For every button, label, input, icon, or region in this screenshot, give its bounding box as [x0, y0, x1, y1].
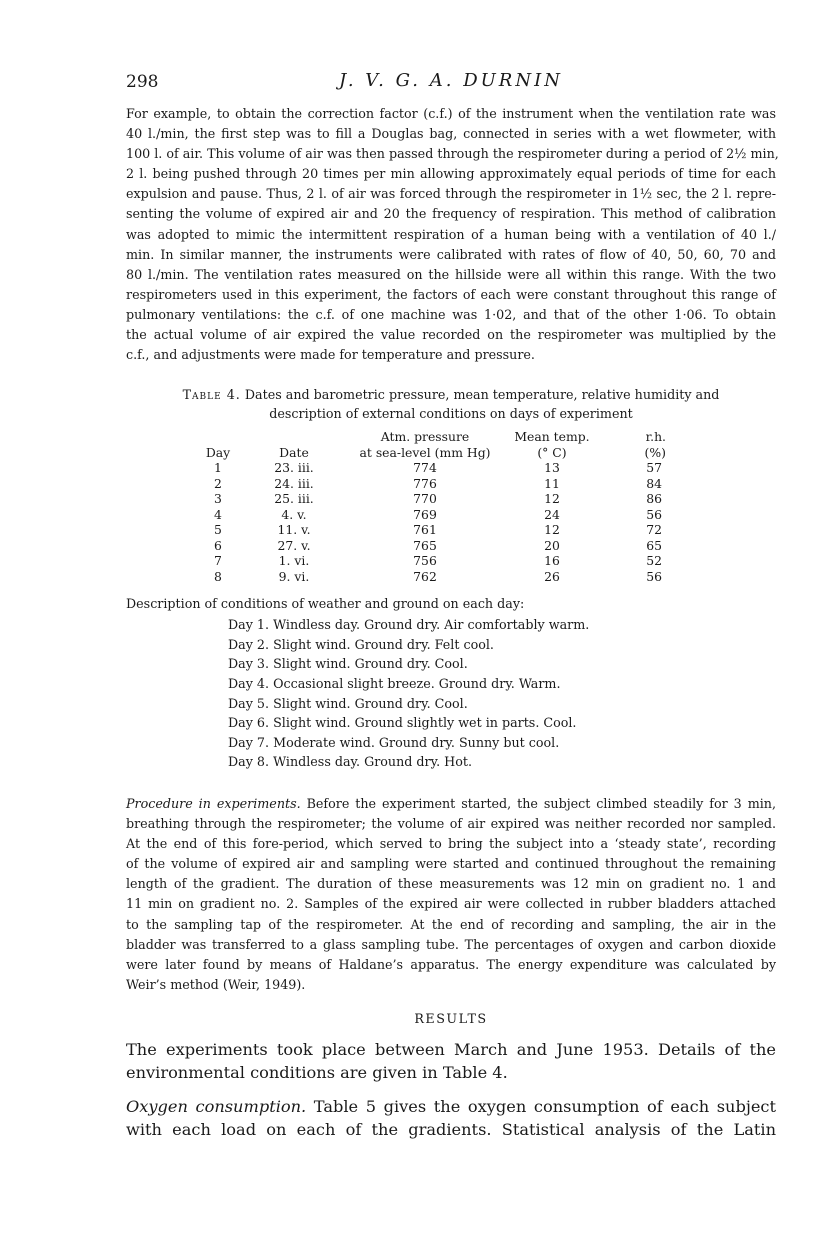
list-item: Day 1. Windless day. Ground dry. Air comfortably warm.	[228, 617, 590, 633]
table-caption-line: description of external conditions on days of experiment	[269, 406, 633, 422]
text-line: bladder was transferred to a glass sampling tube. The percentages of oxygen and carbon dioxide	[126, 936, 776, 952]
page-number: 298	[126, 72, 159, 92]
text-line: expulsion and pause. Thus, 2 l. of air was forced through the respirometer in 1½ sec, the 2 l. repre-	[126, 186, 776, 202]
results-paragraph-2	[126, 1095, 776, 1142]
text-line: Oxygen consumption. Table 5 gives the oxygen consumption of each subject	[126, 1096, 776, 1116]
text-line: was adopted to mimic the intermittent respiration of a human being with a ventilation of 40 l./	[126, 226, 776, 242]
table-row: 2 24. iii. 776 11 84	[214, 475, 662, 491]
table-row: 4 4. v. 769 24 56	[214, 506, 662, 522]
list-item: Day 6. Slight wind. Ground slightly wet in parts. Cool.	[228, 715, 577, 731]
text-line: 80 l./min. The ventilation rates measured on the hillside were all within this range. With the two	[126, 266, 776, 282]
text-line: respirometers used in this experiment, the factors of each were constant throughout this range of	[126, 286, 776, 302]
list-item: Day 5. Slight wind. Ground dry. Cool.	[228, 695, 468, 711]
text-line: the actual volume of air expired the value recorded on the respirometer was multiplied by the	[126, 327, 776, 343]
table-header-row	[198, 429, 674, 460]
table-caption-line: Dates and barometric pressure, mean temperature, relative humidity and	[244, 387, 720, 403]
table-row: 8 9. vi. 762 26 56	[214, 568, 662, 584]
list-item: Day 2. Slight wind. Ground dry. Felt cool.	[228, 636, 494, 652]
text-line: senting the volume of expired air and 20 the frequency of respiration. This method of calibration	[126, 206, 776, 222]
conditions-heading: Description of conditions of weather and ground on each day:	[126, 596, 525, 612]
procedure-title: Procedure in experiments.	[126, 795, 301, 811]
table-row: 6 27. v. 765 20 65	[214, 537, 662, 553]
text-line: 100 l. of air. This volume of air was then passed through the respirometer during a period of 2½ min,	[126, 146, 779, 162]
table-row: 3 25. iii. 770 12 86	[214, 491, 662, 507]
list-item: Day 7. Moderate wind. Ground dry. Sunny but cool.	[228, 734, 560, 750]
col-header-temp: Mean temp. (° C)	[514, 429, 590, 460]
conditions-list	[228, 615, 776, 772]
intro-paragraph	[126, 104, 779, 365]
table-label: Table 4.	[182, 387, 241, 403]
text-line: For example, to obtain the correction factor (c.f.) of the instrument when the ventilation rate was	[126, 106, 776, 121]
results-heading: RESULTS	[414, 1010, 488, 1026]
list-item: Day 3. Slight wind. Ground dry. Cool.	[228, 656, 468, 672]
page-header	[126, 70, 776, 100]
table-row: 7 1. vi. 756 16 52	[214, 553, 662, 569]
col-header-pressure: Atm. pressure at sea-level (mm Hg)	[359, 429, 491, 460]
text-line: At the end of this fore-period, which served to bring the subject into a ‘steady state’, recording	[126, 836, 776, 852]
text-line: pulmonary ventilations: the c.f. of one machine was 1·02, and that of the other 1·06. To obtain	[126, 306, 776, 322]
page	[126, 70, 779, 1142]
text-line: Procedure in experiments. Before the experiment started, the subject climbed steadily for 3 min,	[126, 795, 776, 811]
table-caption	[126, 385, 776, 423]
table-4	[198, 429, 674, 584]
text-line: min. In similar manner, the instruments were calibrated with rates of flow of 40, 50, 60, 70 and	[126, 246, 776, 262]
text-line: The experiments took place between March and June 1953. Details of the	[126, 1039, 776, 1059]
text-line: 11 min on gradient no. 2. Samples of the expired air were collected in rubber bladders attached	[126, 896, 776, 912]
text-line: length of the gradient. The duration of these measurements was 12 min on gradient no. 1 and	[126, 876, 776, 892]
text-line: 40 l./min, the first step was to fill a Douglas bag, connected in series with a wet flowmeter, with	[126, 126, 776, 142]
list-item: Day 8. Windless day. Ground dry. Hot.	[228, 754, 473, 770]
oxygen-consumption-title: Oxygen consumption.	[126, 1096, 307, 1116]
text-line: were later found by means of Haldane’s apparatus. The energy expenditure was calculated by	[126, 956, 776, 972]
table-row: 1 23. iii. 774 13 57	[214, 460, 662, 476]
results-paragraph-1	[126, 1038, 776, 1085]
text-line: c.f., and adjustments were made for temperature and pressure.	[126, 347, 535, 363]
col-header-rh: r.h. (%)	[644, 429, 666, 460]
table-row: 5 11. v. 761 12 72	[214, 522, 662, 538]
text-line: breathing through the respirometer; the volume of air expired was neither recorded nor sampled.	[126, 816, 776, 832]
text-line: environmental conditions are given in Table 4.	[126, 1063, 508, 1083]
procedure-paragraph	[126, 794, 776, 995]
col-header-date: Date	[279, 444, 309, 460]
text-line: with each load on each of the gradients. Statistical analysis of the Latin	[126, 1120, 776, 1140]
running-title: J. V. G. A. DURNIN	[339, 70, 563, 91]
text-line: Weir’s method (Weir, 1949).	[126, 976, 306, 992]
text-line: to the sampling tap of the respirometer. At the end of recording and sampling, the air in the	[126, 916, 776, 932]
text-line: 2 l. being pushed through 20 times per min allowing approximately equal periods of time for each	[126, 166, 776, 182]
list-item: Day 4. Occasional slight breeze. Ground dry. Warm.	[228, 676, 561, 691]
text-line: of the volume of expired air and sampling were started and continued throughout the remaining	[126, 856, 776, 872]
col-header-day: Day	[205, 444, 231, 460]
